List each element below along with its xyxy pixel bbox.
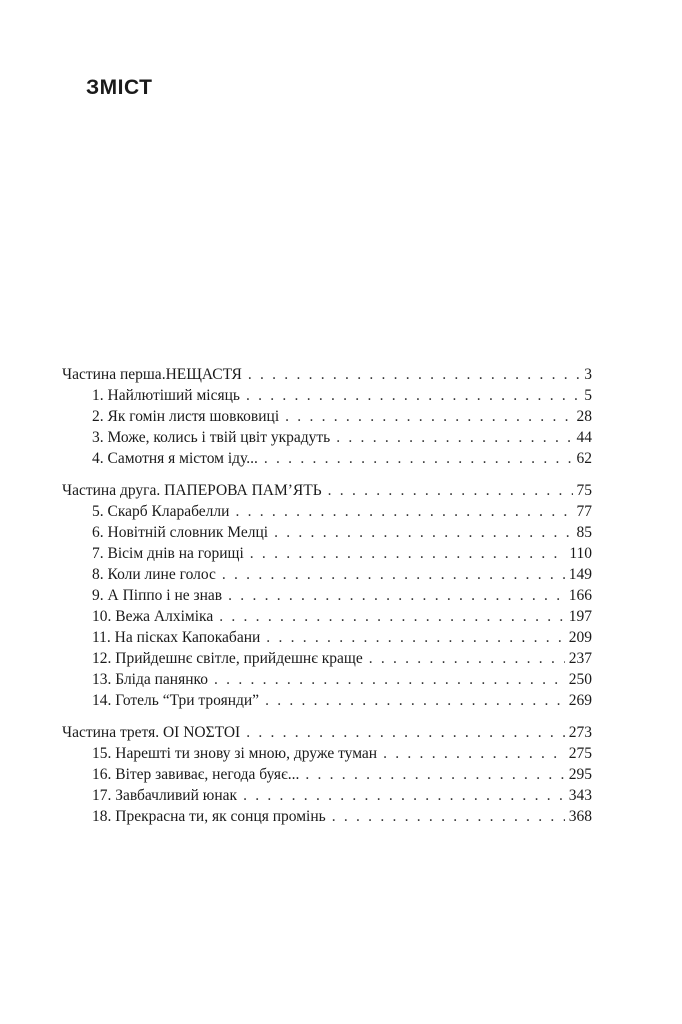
toc-page-number: 85 [576, 524, 592, 541]
toc-chapter-title: 16. Вітер завиває, негода буяє... [92, 766, 300, 783]
dot-leader [285, 406, 572, 427]
toc-chapter-row [62, 427, 592, 448]
toc-chapter-row [62, 543, 592, 564]
dot-leader [383, 743, 565, 764]
dot-leader [328, 480, 573, 501]
toc-chapter-row [62, 764, 592, 785]
toc-chapter-row [62, 806, 592, 827]
toc-page-number: 197 [568, 608, 592, 625]
toc-chapter-title: 11. На пісках Капокабани [92, 629, 261, 646]
toc-part-title: Частина третя. ΟΙ ΝΟΣΤΟΙ [62, 724, 241, 741]
dot-leader [265, 690, 565, 711]
dot-leader [266, 627, 564, 648]
toc-part-title: Частина друга. ПАПЕРОВА ПАМ’ЯТЬ [62, 482, 322, 499]
toc-page-number: 5 [584, 387, 592, 404]
toc-chapter-title: 12. Прийдешнє світле, прийдешнє краще [92, 650, 363, 667]
toc-chapter-row [62, 785, 592, 806]
toc-part [62, 364, 592, 469]
dot-leader [246, 722, 565, 743]
toc-page-number: 77 [576, 503, 592, 520]
toc-chapter-row [62, 406, 592, 427]
toc-part-row [62, 364, 592, 385]
toc-chapter-title: 15. Нарешті ти знову зі мною, друже туман [92, 745, 378, 762]
toc-chapter-title: 13. Бліда панянко [92, 671, 209, 688]
dot-leader [214, 669, 565, 690]
dot-leader [222, 564, 565, 585]
toc-chapter-row [62, 743, 592, 764]
toc-chapter-title: 17. Завбачливий юнак [92, 787, 238, 804]
dot-leader [264, 448, 573, 469]
toc-chapter-row [62, 669, 592, 690]
dot-leader [228, 585, 565, 606]
toc-page-number: 295 [568, 766, 592, 783]
toc-chapter-title: 10. Вежа Алхіміка [92, 608, 214, 625]
toc-page-number: 166 [568, 587, 592, 604]
toc-part [62, 480, 592, 711]
toc-chapter-row [62, 606, 592, 627]
dot-leader [246, 385, 580, 406]
toc-chapter-row [62, 564, 592, 585]
toc-page-number: 275 [568, 745, 592, 762]
dot-leader [305, 764, 564, 785]
toc-chapter-title: 9. А Піппо і не знав [92, 587, 223, 604]
toc-page-number: 62 [576, 450, 592, 467]
toc-chapter-row [62, 448, 592, 469]
toc-chapter-row [62, 522, 592, 543]
dot-leader [243, 785, 565, 806]
toc-page-number: 368 [568, 808, 592, 825]
toc-page-number: 269 [568, 692, 592, 709]
dot-leader [332, 806, 565, 827]
toc-chapter-row [62, 690, 592, 711]
toc-page-number: 3 [584, 366, 592, 383]
toc-part-title: Частина перша.НЕЩАСТЯ [62, 366, 242, 383]
toc-chapter-title: 2. Як гомін листя шовковиці [92, 408, 280, 425]
toc-chapter-title: 14. Готель “Три троянди” [92, 692, 260, 709]
dot-leader [219, 606, 565, 627]
toc-page-number: 75 [576, 482, 592, 499]
dot-leader [235, 501, 572, 522]
toc-chapter-title: 4. Самотня я містом іду... [92, 450, 258, 467]
toc-chapter-title: 8. Коли лине голос [92, 566, 216, 583]
dot-leader [248, 364, 580, 385]
toc-chapter-row [62, 627, 592, 648]
toc-page-number: 343 [568, 787, 592, 804]
dot-leader [369, 648, 565, 669]
toc-chapter-title: 1. Найлютіший місяць [92, 387, 240, 404]
toc-part-row [62, 480, 592, 501]
toc-page-number: 28 [576, 408, 592, 425]
toc-chapter-title: 7. Вісім днів на горищі [92, 545, 244, 562]
toc-chapter-title: 6. Новітній словник Мелці [92, 524, 269, 541]
toc-page-number: 44 [576, 429, 592, 446]
toc-page-number: 273 [568, 724, 592, 741]
toc-part [62, 722, 592, 827]
toc-part-row [62, 722, 592, 743]
toc-chapter-title: 18. Прекрасна ти, як сонця промінь [92, 808, 326, 825]
table-of-contents [62, 364, 592, 838]
dot-leader [336, 427, 572, 448]
toc-page-number: 237 [568, 650, 592, 667]
toc-chapter-row [62, 585, 592, 606]
toc-heading: ЗМІСТ [86, 76, 153, 99]
dot-leader [274, 522, 572, 543]
toc-chapter-title: 3. Може, колись і твій цвіт украдуть [92, 429, 331, 446]
toc-page-number: 149 [568, 566, 592, 583]
toc-page-number: 110 [569, 545, 592, 562]
toc-chapter-row [62, 501, 592, 522]
toc-chapter-row [62, 385, 592, 406]
toc-chapter-title: 5. Скарб Кларабелли [92, 503, 230, 520]
toc-page-number: 209 [568, 629, 592, 646]
dot-leader [250, 543, 566, 564]
toc-page-number: 250 [568, 671, 592, 688]
toc-chapter-row [62, 648, 592, 669]
